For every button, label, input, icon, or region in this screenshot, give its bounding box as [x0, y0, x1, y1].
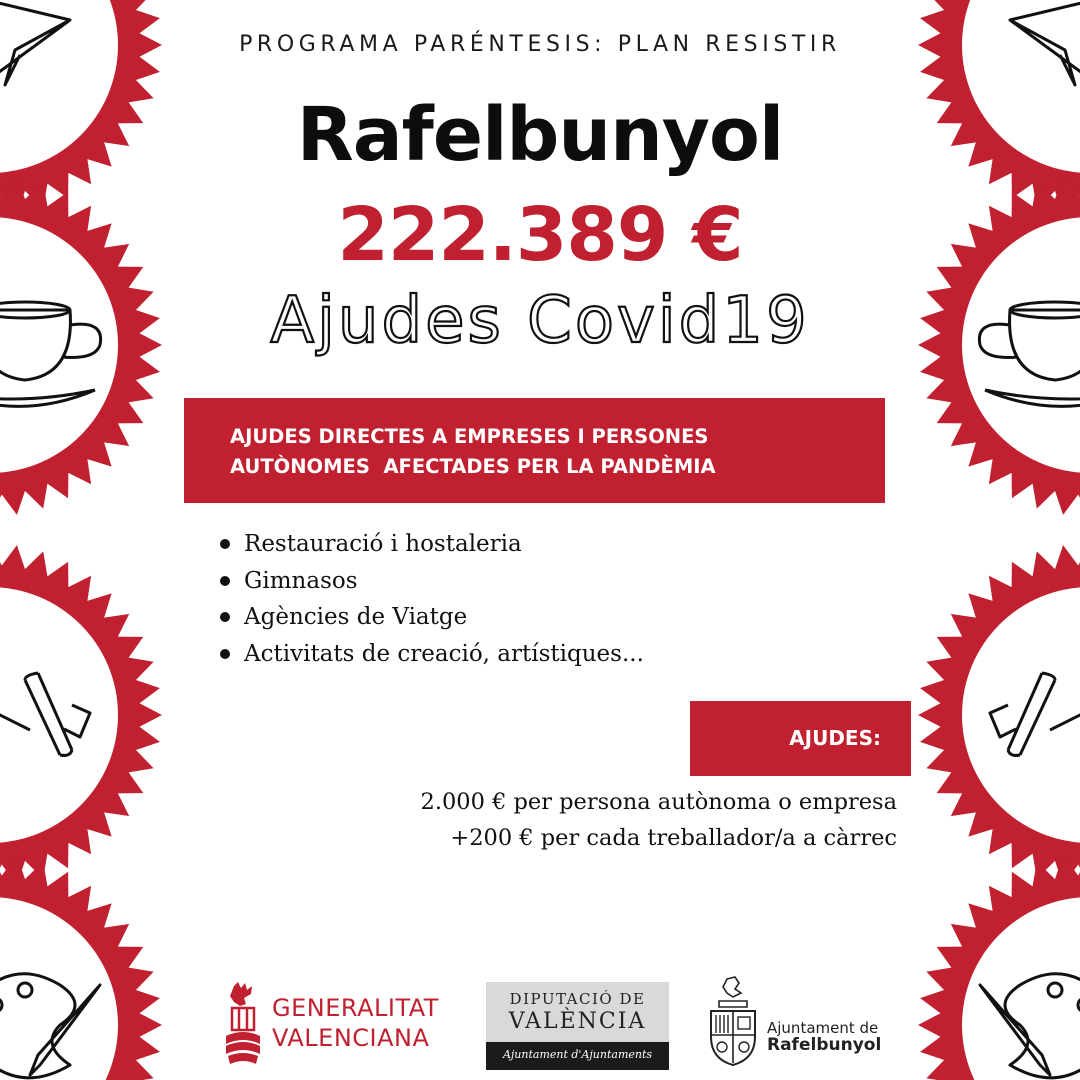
- aid-total-amount: 222.389 €: [337, 192, 743, 278]
- covid-aid-title: Ajudes Covid19: [270, 284, 810, 358]
- banner-line-1: AJUDES DIRECTES A EMPRESES I PERSONES: [230, 425, 709, 448]
- diputacio-valencia-logo: [486, 982, 669, 1070]
- program-title: PROGRAMA PARÉNTESIS: PLAN RESISTIR: [239, 32, 841, 57]
- sector-label: Restauració i hostaleria: [244, 531, 522, 558]
- ajudes-label: AJUDES:: [789, 726, 881, 750]
- ajuntament-rafelbunyol-logo: [705, 975, 905, 1070]
- town-title: Rafelbunyol: [296, 92, 784, 178]
- list-item: [220, 636, 644, 673]
- banner-line-2: AUTÒNOMES AFECTADES PER LA PANDÈMIA: [230, 455, 716, 478]
- aid-per-business: 2.000 € per persona autònoma o empresa: [420, 789, 897, 815]
- bullet-icon: [220, 576, 230, 586]
- bullet-icon: [220, 649, 230, 659]
- aid-amounts: [421, 784, 898, 856]
- ajuntament-text-2: Rafelbunyol: [767, 1035, 882, 1055]
- sector-label: Agències de Viatge: [244, 604, 468, 631]
- diputacio-text-2: VALÈNCIA: [508, 1009, 647, 1034]
- list-item: [220, 526, 644, 563]
- diputacio-text-1: DIPUTACIÓ DE: [509, 990, 646, 1008]
- list-item: [220, 599, 644, 636]
- sector-label: Activitats de creació, artístiques...: [244, 640, 644, 667]
- generalitat-emblem-icon: [220, 980, 266, 1068]
- aid-per-worker: +200 € per cada treballador/a a càrrec: [450, 825, 897, 851]
- generalitat-text-1: GENERALITAT: [272, 994, 439, 1022]
- generalitat-text-2: VALENCIANA: [272, 1024, 430, 1052]
- ajuntament-text-1: Ajuntament de: [767, 1019, 879, 1037]
- bullet-icon: [220, 539, 230, 549]
- list-item: [220, 563, 644, 600]
- diputacio-text-3: Ajuntament d'Ajuntaments: [502, 1048, 653, 1061]
- direct-aid-banner: [184, 398, 885, 503]
- ajudes-banner: [690, 701, 911, 776]
- sector-list: [220, 526, 644, 672]
- sector-label: Gimnasos: [244, 567, 358, 594]
- town-crest-icon: [705, 975, 761, 1070]
- generalitat-valenciana-logo: [220, 980, 450, 1055]
- bullet-icon: [220, 612, 230, 622]
